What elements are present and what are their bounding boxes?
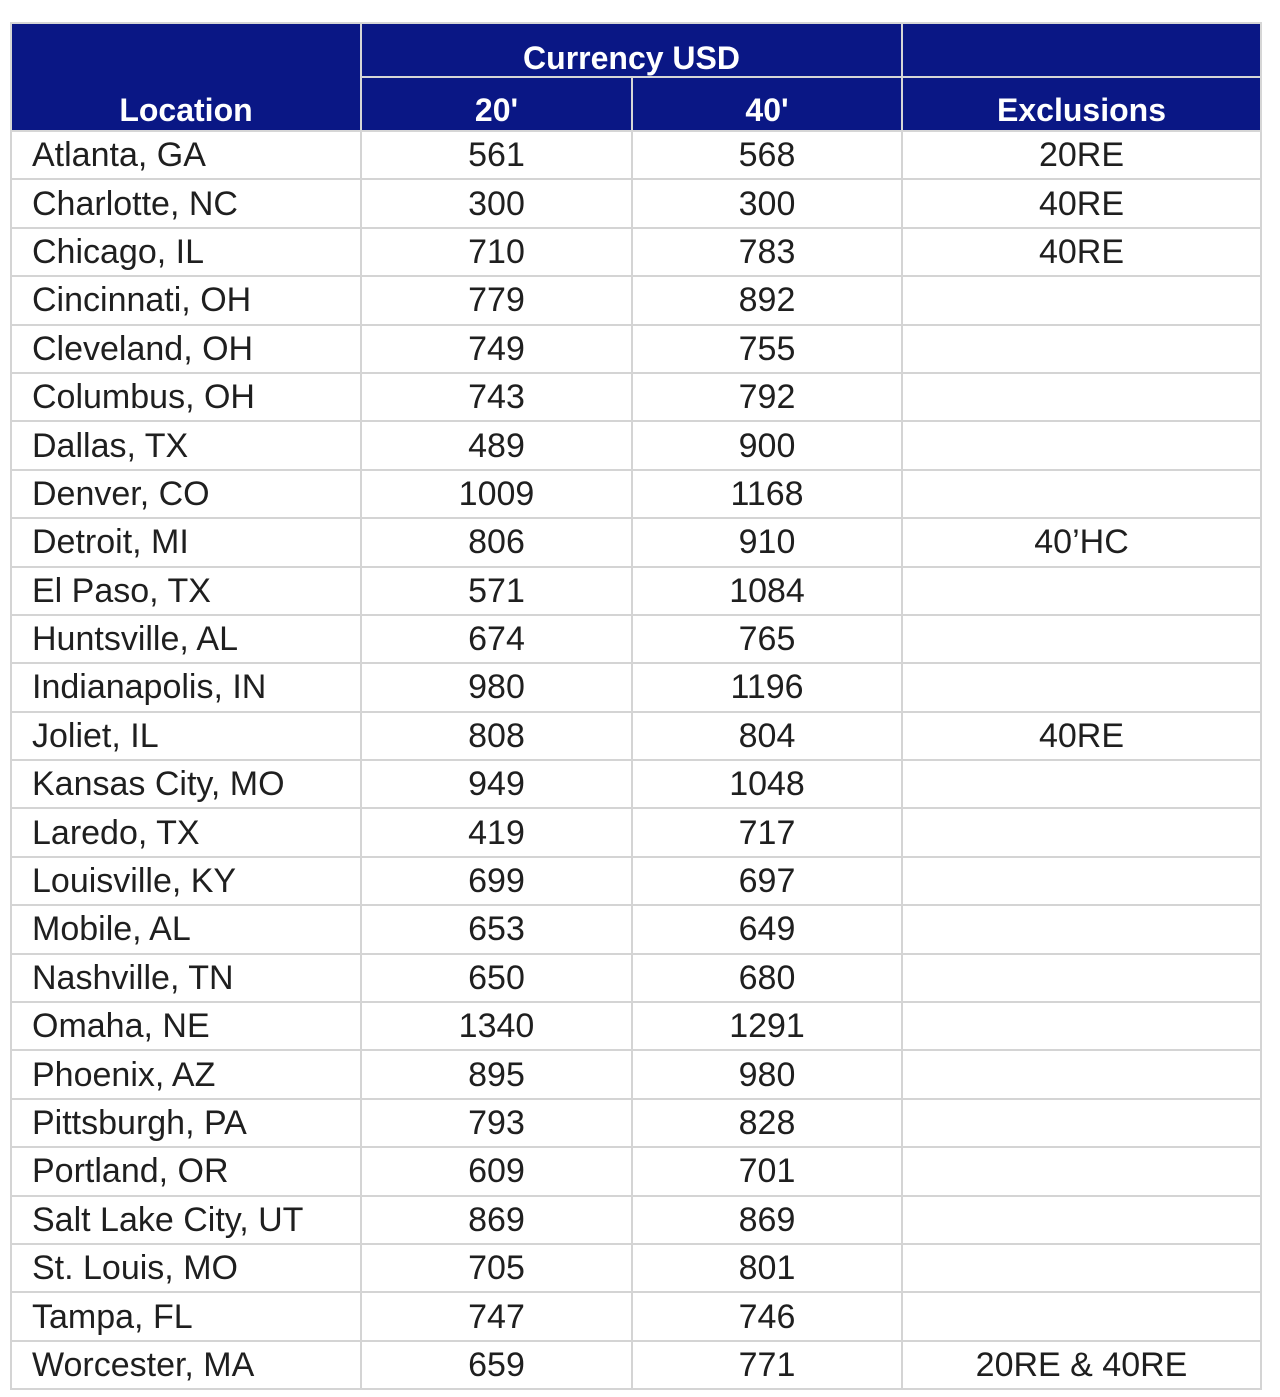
exclusions-cell (902, 1050, 1261, 1098)
exclusions-cell (902, 276, 1261, 324)
rate-40-cell: 892 (632, 276, 902, 324)
location-cell: El Paso, TX (11, 567, 361, 615)
exclusions-cell (902, 1002, 1261, 1050)
exclusions-cell (902, 1147, 1261, 1195)
location-cell: Phoenix, AZ (11, 1050, 361, 1098)
table-row (11, 518, 1261, 566)
table-row (11, 1196, 1261, 1244)
exclusions-cell (902, 373, 1261, 421)
rate-20-cell: 705 (361, 1244, 632, 1292)
rate-40-cell: 568 (632, 131, 902, 179)
rate-20-cell: 806 (361, 518, 632, 566)
table-body (11, 131, 1261, 1389)
table-row (11, 1050, 1261, 1098)
exclusions-header-spacer (902, 23, 1261, 77)
table-row (11, 325, 1261, 373)
location-cell: Mobile, AL (11, 905, 361, 953)
rate-40-cell: 792 (632, 373, 902, 421)
location-cell: St. Louis, MO (11, 1244, 361, 1292)
table-row (11, 179, 1261, 227)
rate-40-cell: 1168 (632, 470, 902, 518)
rate-40-cell: 300 (632, 179, 902, 227)
location-cell: Laredo, TX (11, 808, 361, 856)
exclusions-cell (902, 905, 1261, 953)
rate-40-cell: 783 (632, 228, 902, 276)
rate-40-cell: 746 (632, 1292, 902, 1340)
rate-40-cell: 801 (632, 1244, 902, 1292)
location-cell: Chicago, IL (11, 228, 361, 276)
exclusions-cell: 20RE (902, 131, 1261, 179)
rate-20-cell: 869 (361, 1196, 632, 1244)
exclusions-cell (902, 663, 1261, 711)
exclusions-cell (902, 470, 1261, 518)
location-cell: Charlotte, NC (11, 179, 361, 227)
rate-20-cell: 1009 (361, 470, 632, 518)
rate-40-cell: 697 (632, 857, 902, 905)
exclusions-cell: 40RE (902, 712, 1261, 760)
table-row (11, 276, 1261, 324)
table-row (11, 615, 1261, 663)
location-cell: Columbus, OH (11, 373, 361, 421)
exclusions-cell (902, 325, 1261, 373)
table-row (11, 760, 1261, 808)
exclusions-cell: 40RE (902, 228, 1261, 276)
col-40-header: 40' (632, 77, 902, 131)
rate-40-cell: 828 (632, 1099, 902, 1147)
table-row (11, 1147, 1261, 1195)
location-cell: Kansas City, MO (11, 760, 361, 808)
rate-20-cell: 489 (361, 421, 632, 469)
rate-40-cell: 755 (632, 325, 902, 373)
rate-20-cell: 808 (361, 712, 632, 760)
table-row (11, 373, 1261, 421)
location-cell: Detroit, MI (11, 518, 361, 566)
rates-table (10, 22, 1262, 1390)
rate-40-cell: 910 (632, 518, 902, 566)
location-cell: Joliet, IL (11, 712, 361, 760)
rate-20-cell: 653 (361, 905, 632, 953)
rate-20-cell: 980 (361, 663, 632, 711)
location-cell: Salt Lake City, UT (11, 1196, 361, 1244)
table-row (11, 1002, 1261, 1050)
rate-40-cell: 1084 (632, 567, 902, 615)
rate-20-cell: 419 (361, 808, 632, 856)
rate-40-cell: 804 (632, 712, 902, 760)
rate-20-cell: 609 (361, 1147, 632, 1195)
exclusions-cell: 20RE & 40RE (902, 1341, 1261, 1389)
location-cell: Portland, OR (11, 1147, 361, 1195)
table-row (11, 228, 1261, 276)
table-header (11, 23, 1261, 131)
table-row (11, 1244, 1261, 1292)
exclusions-cell (902, 1099, 1261, 1147)
exclusions-column-header: Exclusions (902, 77, 1261, 131)
rate-40-cell: 701 (632, 1147, 902, 1195)
rate-40-cell: 1048 (632, 760, 902, 808)
table-row (11, 1099, 1261, 1147)
exclusions-cell (902, 421, 1261, 469)
table-row (11, 663, 1261, 711)
location-cell: Cleveland, OH (11, 325, 361, 373)
rate-40-cell: 980 (632, 1050, 902, 1098)
table-row (11, 857, 1261, 905)
location-cell: Nashville, TN (11, 954, 361, 1002)
rate-40-cell: 680 (632, 954, 902, 1002)
table-row (11, 808, 1261, 856)
table-row (11, 131, 1261, 179)
location-cell: Louisville, KY (11, 857, 361, 905)
location-cell: Atlanta, GA (11, 131, 361, 179)
rate-40-cell: 717 (632, 808, 902, 856)
rate-40-cell: 1291 (632, 1002, 902, 1050)
location-cell: Tampa, FL (11, 1292, 361, 1340)
rate-20-cell: 699 (361, 857, 632, 905)
rate-40-cell: 1196 (632, 663, 902, 711)
rate-20-cell: 659 (361, 1341, 632, 1389)
location-column-header: Location (11, 23, 361, 131)
exclusions-cell (902, 808, 1261, 856)
rate-40-cell: 869 (632, 1196, 902, 1244)
location-cell: Dallas, TX (11, 421, 361, 469)
location-cell: Worcester, MA (11, 1341, 361, 1389)
rate-20-cell: 561 (361, 131, 632, 179)
table-row (11, 567, 1261, 615)
rate-20-cell: 300 (361, 179, 632, 227)
rate-40-cell: 771 (632, 1341, 902, 1389)
table-row (11, 905, 1261, 953)
rate-20-cell: 674 (361, 615, 632, 663)
rate-20-cell: 895 (361, 1050, 632, 1098)
rate-20-cell: 779 (361, 276, 632, 324)
rate-20-cell: 1340 (361, 1002, 632, 1050)
exclusions-cell (902, 1196, 1261, 1244)
exclusions-cell (902, 615, 1261, 663)
table-row (11, 1292, 1261, 1340)
rate-20-cell: 747 (361, 1292, 632, 1340)
location-cell: Huntsville, AL (11, 615, 361, 663)
exclusions-cell: 40RE (902, 179, 1261, 227)
header-row-top (11, 23, 1261, 77)
exclusions-cell (902, 954, 1261, 1002)
rate-20-cell: 949 (361, 760, 632, 808)
exclusions-cell (902, 1244, 1261, 1292)
table-row (11, 421, 1261, 469)
table-row (11, 712, 1261, 760)
exclusions-cell (902, 857, 1261, 905)
rate-20-cell: 710 (361, 228, 632, 276)
rate-20-cell: 743 (361, 373, 632, 421)
rate-20-cell: 571 (361, 567, 632, 615)
location-cell: Indianapolis, IN (11, 663, 361, 711)
location-cell: Cincinnati, OH (11, 276, 361, 324)
location-cell: Pittsburgh, PA (11, 1099, 361, 1147)
location-cell: Omaha, NE (11, 1002, 361, 1050)
rates-table-container (10, 22, 1260, 1390)
col-20-header: 20' (361, 77, 632, 131)
rate-40-cell: 649 (632, 905, 902, 953)
exclusions-cell (902, 1292, 1261, 1340)
rate-40-cell: 765 (632, 615, 902, 663)
rate-20-cell: 749 (361, 325, 632, 373)
location-cell: Denver, CO (11, 470, 361, 518)
exclusions-cell: 40’HC (902, 518, 1261, 566)
table-row (11, 470, 1261, 518)
exclusions-cell (902, 567, 1261, 615)
rate-40-cell: 900 (632, 421, 902, 469)
exclusions-cell (902, 760, 1261, 808)
rate-20-cell: 650 (361, 954, 632, 1002)
table-row (11, 1341, 1261, 1389)
rate-20-cell: 793 (361, 1099, 632, 1147)
table-row (11, 954, 1261, 1002)
currency-group-header: Currency USD (361, 23, 902, 77)
